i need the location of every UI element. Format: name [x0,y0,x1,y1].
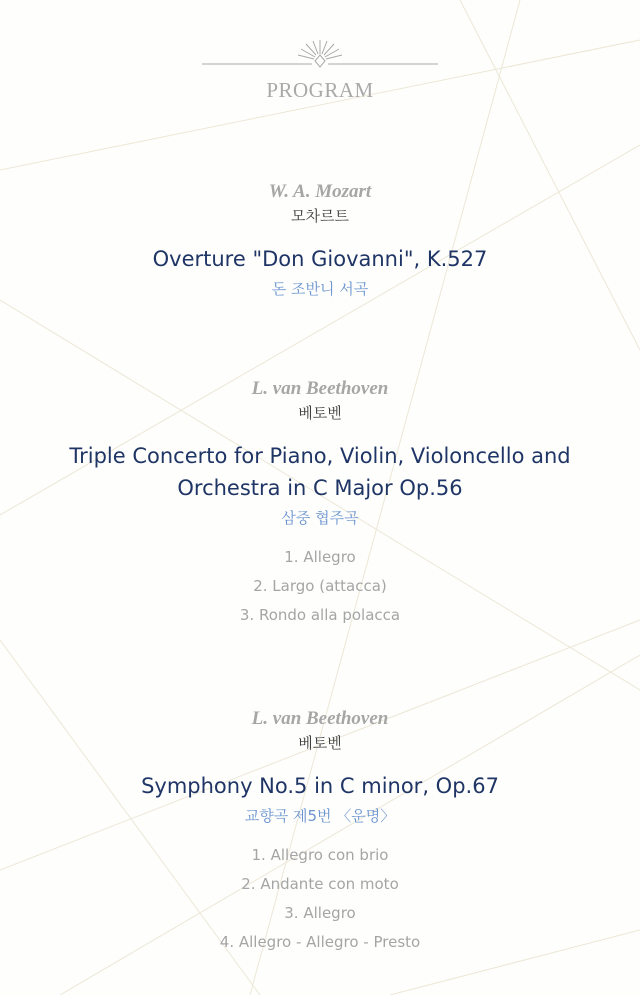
movement-item: 1. Allegro [284,548,356,566]
movement-list [0,543,640,630]
movement-item: 2. Andante con moto [241,875,399,893]
program-item-mozart [0,180,640,300]
composer-name-korean: 베토벤 [298,404,342,422]
movement-item: 3. Rondo alla polacca [239,606,401,624]
composer-name: L. van Beethoven [251,708,389,729]
sunburst-diamond-ornament-icon [202,38,438,68]
movement-list [0,841,640,957]
program-item-beethoven-symphony-5 [0,707,640,957]
work-title-korean: 교향곡 제5번 〈운명〉 [244,807,396,825]
composer-name-korean: 모차르트 [291,207,349,225]
work-title-line: Symphony No.5 in C minor, Op.67 [141,774,499,798]
composer-name: L. van Beethoven [251,378,389,399]
work-title-line: Overture "Don Giovanni", K.527 [152,247,488,271]
work-title [0,770,640,802]
program-header [0,38,640,103]
composer-name-korean: 베토벤 [298,734,342,752]
work-title [0,243,640,275]
movement-item: 4. Allegro - Allegro - Presto [219,933,421,951]
movement-item: 1. Allegro con brio [251,846,389,864]
movement-item: 2. Largo (attacca) [253,577,387,595]
work-title-line: Triple Concerto for Piano, Violin, Violoncello and [69,444,571,468]
work-title-korean: 삼중 협주곡 [281,509,359,527]
work-title-line: Orchestra in C Major Op.56 [177,476,463,500]
movement-item: 3. Allegro [284,904,356,922]
work-title-korean: 돈 조반니 서곡 [271,280,369,298]
program-title: PROGRAM [266,78,374,102]
work-title [0,440,640,504]
composer-name: W. A. Mozart [268,181,372,202]
program-item-beethoven-triple-concerto [0,377,640,630]
